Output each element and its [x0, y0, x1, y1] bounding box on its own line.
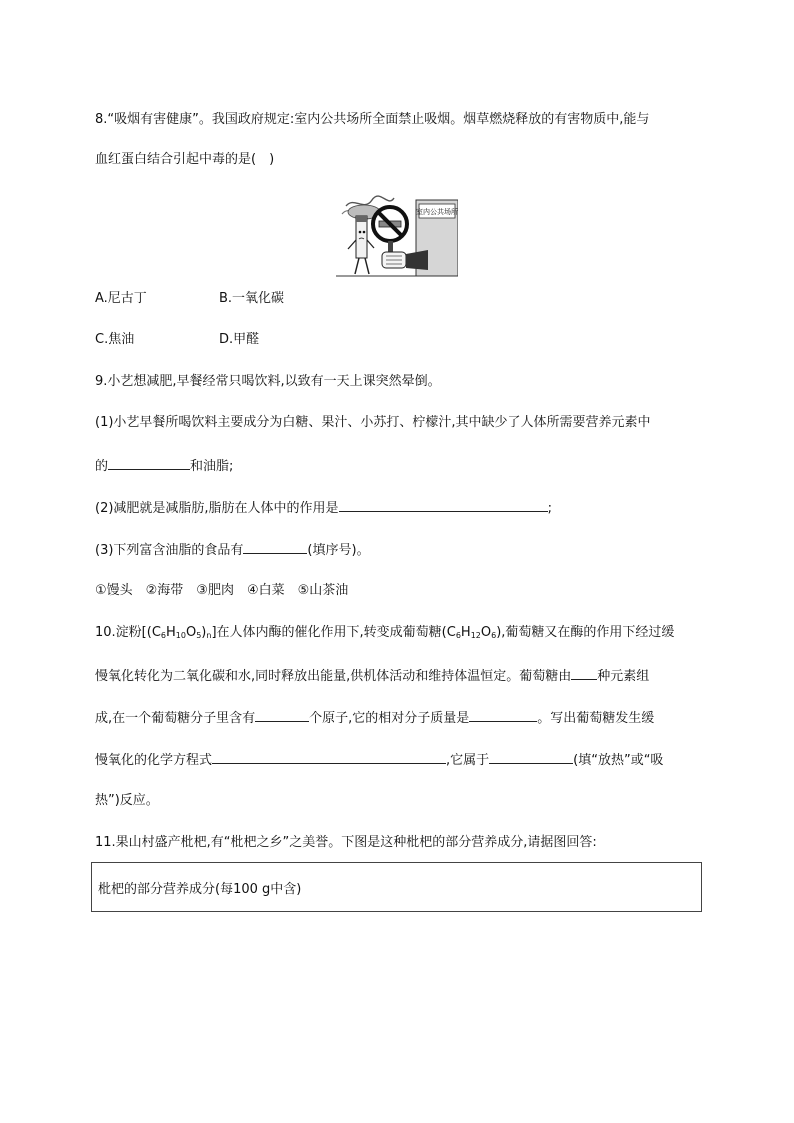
- answer-blank[interactable]: [489, 750, 573, 764]
- text-segment: O: [185, 625, 197, 640]
- text-segment: H: [166, 625, 176, 640]
- subscript: 5: [196, 631, 202, 640]
- text-segment: 种元素组: [597, 669, 650, 684]
- subscript: 6: [455, 631, 461, 640]
- no-smoking-illustration: [336, 194, 458, 282]
- q10-line1: [95, 624, 674, 642]
- answer-blank[interactable]: [255, 708, 309, 722]
- q8-option-a: A.尼古丁: [95, 291, 147, 306]
- subscript: 6: [491, 631, 497, 640]
- text-segment: 成,在一个葡萄糖分子里含有: [95, 711, 256, 726]
- q10-line3: [95, 708, 654, 728]
- subscript: n: [206, 631, 212, 640]
- q11-stem: 11.果山村盛产枇杷,有“枇杷之乡”之美誉。下图是这种枇杷的部分营养成分,请据图回答:: [95, 835, 597, 850]
- nutrition-table-header: 枇杷的部分营养成分(每100 g中含): [98, 882, 302, 897]
- answer-blank[interactable]: [469, 708, 537, 722]
- text-segment: H: [460, 625, 471, 640]
- q9-food-options: ①馒头 ②海带 ③肥肉 ④白菜 ⑤山茶油: [95, 583, 349, 598]
- answer-blank[interactable]: [212, 750, 446, 764]
- q9-part3-suffix: (填序号)。: [307, 543, 370, 558]
- answer-blank[interactable]: [571, 666, 597, 680]
- text-segment: 慢氧化转化为二氧化碳和水,同时释放出能量,供机体活动和维持体温恒定。葡萄糖由: [95, 669, 572, 684]
- text-segment: ),葡萄糖又在酶的作用下经过缓: [496, 625, 675, 640]
- q8-option-d: D.甲醛: [219, 332, 260, 347]
- text-segment: ): [201, 625, 207, 640]
- no-smoking-icon: [336, 194, 458, 282]
- q9-part2-suffix: ;: [547, 501, 552, 516]
- q10-line4: [95, 750, 663, 770]
- q10-line5: 热”)反应。: [95, 793, 159, 808]
- text-segment: (填“放热”或“吸: [573, 753, 664, 768]
- answer-blank[interactable]: [339, 498, 548, 512]
- q9-stem: 9.小艺想减肥,早餐经常只喝饮料,以致有一天上课突然晕倒。: [95, 374, 441, 389]
- subscript: 6: [160, 631, 166, 640]
- answer-blank[interactable]: [108, 456, 190, 470]
- q8-option-b: B.一氧化碳: [219, 291, 285, 306]
- text-segment: ]在人体内酶的催化作用下,转变成葡萄糖(C: [211, 625, 456, 640]
- answer-blank[interactable]: [243, 540, 307, 554]
- q10-line2: [95, 666, 649, 686]
- subscript: 12: [470, 631, 481, 640]
- q9-part3: [95, 540, 370, 560]
- q9-part2: [95, 498, 552, 518]
- q9-part2-prefix: (2)减肥就是减脂肪,脂肪在人体中的作用是: [95, 501, 339, 516]
- nutrition-table: [91, 862, 702, 912]
- text-segment: 。写出葡萄糖发生缓: [537, 711, 655, 726]
- text-segment: 慢氧化的化学方程式: [95, 753, 213, 768]
- text-segment: O: [480, 625, 492, 640]
- q8-option-c: C.焦油: [95, 332, 135, 347]
- q9-part1-line1: (1)小艺早餐所喝饮料主要成分为白糖、果汁、小苏打、柠檬汁,其中缺少了人体所需要营养元素中: [95, 415, 651, 430]
- q9-part1-suffix: 和油脂;: [190, 459, 234, 474]
- text-segment: 个原子,它的相对分子质量是: [309, 711, 470, 726]
- q9-part1-prefix: 的: [95, 459, 109, 474]
- q9-part1-line2: [95, 456, 233, 476]
- q8-stem-line2: 血红蛋白结合引起中毒的是( ): [95, 152, 275, 167]
- text-segment: ,它属于: [446, 753, 490, 768]
- q9-part3-prefix: (3)下列富含油脂的食品有: [95, 543, 244, 558]
- q8-stem-line1: 8.“吸烟有害健康”。我国政府规定:室内公共场所全面禁止吸烟。烟草燃烧释放的有害物质中,能与: [95, 112, 650, 127]
- text-segment: 10.淀粉[(C: [95, 625, 161, 640]
- sign-text: 室内公共场所: [416, 208, 458, 216]
- subscript: 10: [175, 631, 186, 640]
